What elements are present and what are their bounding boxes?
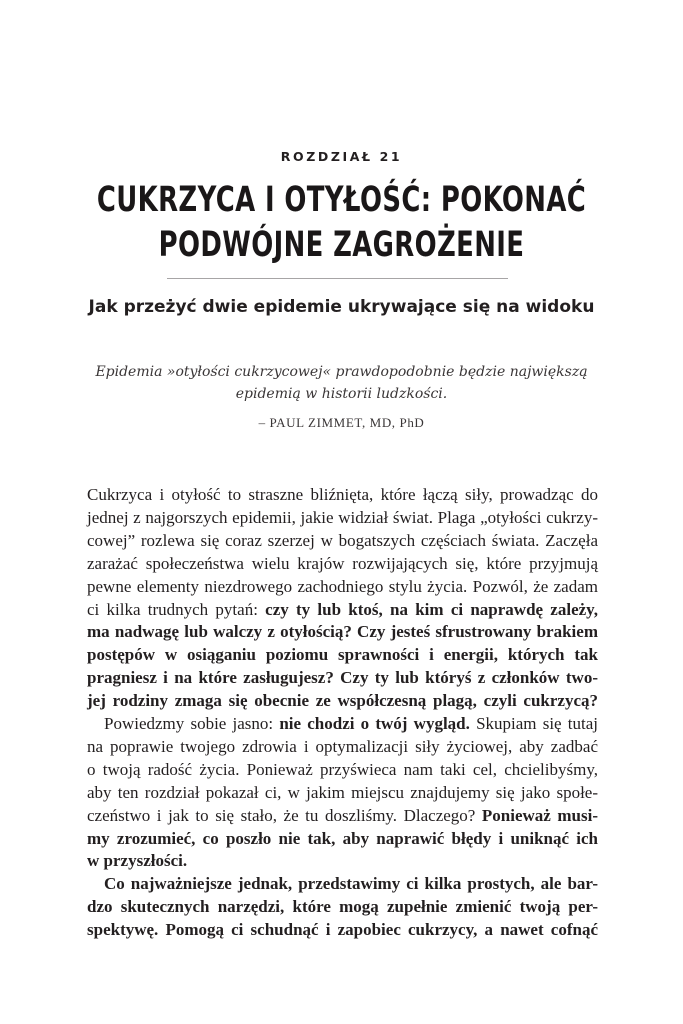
body-line xyxy=(87,529,598,552)
epigraph-line-1: Epidemia »otyłości cukrzycowej« prawdopodobnie będzie największą xyxy=(95,364,588,380)
body-line xyxy=(87,620,598,643)
chapter-title-line-1: CUKRZYCA I OTYŁOŚĆ: POKONAĆ xyxy=(96,180,587,220)
bold-text: pragniesz i na które zasługujesz? Czy ty lub któryś z członków two- xyxy=(87,668,598,688)
bold-text: postępów w osiąganiu poziomu sprawności i energii, których tak xyxy=(87,645,598,665)
body-line xyxy=(87,506,598,529)
body-line xyxy=(87,804,598,827)
title-divider xyxy=(167,278,508,279)
text: Powiedzmy sobie jasno: xyxy=(104,714,280,733)
body-line xyxy=(87,689,598,712)
body-line xyxy=(87,827,598,850)
text: Cukrzyca i otyłość to straszne bliźnięta, które łączą siły, prowadząc do xyxy=(87,485,598,504)
text: o twoją radość życia. Ponieważ przyświeca nam taki cel, chcielibyśmy, xyxy=(87,759,598,779)
chapter-subtitle: Jak przeżyć dwie epidemie ukrywające się na widoku xyxy=(88,297,595,317)
bold-text: jej rodziny zmaga się obecnie ze współczesną plagą, czyli cukrzycą? xyxy=(87,691,598,711)
text: cowej” rozlewa się coraz szerzej w bogatszych częściach świata. Zaczęła xyxy=(87,530,598,550)
text: ci kilka trudnych pytań: xyxy=(87,599,266,619)
body-line xyxy=(87,735,598,758)
epigraph-attribution: – PAUL ZIMMET, MD, PhD xyxy=(258,415,425,430)
bold-text: ma nadwagę lub walczy z otyłością? Czy jesteś sfrustrowany brakiem xyxy=(87,622,598,642)
text: Skupiam się tutaj xyxy=(469,714,599,733)
body-line xyxy=(87,872,598,895)
bold-text: Co najważniejsze jednak, przedstawimy ci kilka prostych, ale bar- xyxy=(104,874,598,894)
bold-text: spektywę. Pomogą ci schudnąć i zapobiec cukrzycy, a nawet cofnąć xyxy=(87,920,598,940)
chapter-title-line-2: PODWÓJNE ZAGROŻENIE xyxy=(158,225,525,265)
bold-text: dzo skutecznych narzędzi, które mogą zupełnie zmienić twoją per- xyxy=(87,897,598,917)
body-line xyxy=(87,483,598,506)
body-line xyxy=(87,849,598,872)
body-line xyxy=(87,552,598,575)
bold-text: czy ty lub ktoś, na kim ci naprawdę zależy, xyxy=(265,599,598,619)
text: zarażać społeczeństwa wielu krajów rozwijających się, które przyjmują xyxy=(87,553,598,573)
body-line xyxy=(87,575,598,598)
bold-text: my zrozumieć, co poszło nie tak, aby naprawić błędy i uniknąć ich xyxy=(87,828,598,848)
body-line xyxy=(87,758,598,781)
epigraph-line-2: epidemią w historii ludzkości. xyxy=(235,386,448,402)
text: na poprawie twojego zdrowia i optymalizacji siły życiowej, aby zadbać xyxy=(87,736,598,756)
text: pewne elementy niezdrowego zachodniego stylu życia. Pozwól, że zadam xyxy=(87,576,598,596)
bold-text: nie chodzi o twój wygląd. xyxy=(279,714,470,733)
bold-text: w przyszłości. xyxy=(87,851,188,871)
body-line xyxy=(87,781,598,804)
text: aby ten rozdział pokazał ci, w jakim miejscu znajdujemy się jako społe- xyxy=(87,782,598,802)
text: czeństwo i jak to się stało, że tu doszliśmy. Dlaczego? xyxy=(87,805,482,825)
body-line xyxy=(87,598,598,621)
chapter-label: ROZDZIAŁ 21 xyxy=(280,149,403,164)
text: jednej z najgorszych epidemii, jakie widział świat. Plaga „otyłości cukrzy- xyxy=(87,507,598,527)
body-line xyxy=(87,712,598,735)
body-line xyxy=(87,918,598,941)
bold-text: Ponieważ musi- xyxy=(481,805,599,825)
body-line xyxy=(87,666,598,689)
body-line xyxy=(87,895,598,918)
body-line xyxy=(87,643,598,666)
